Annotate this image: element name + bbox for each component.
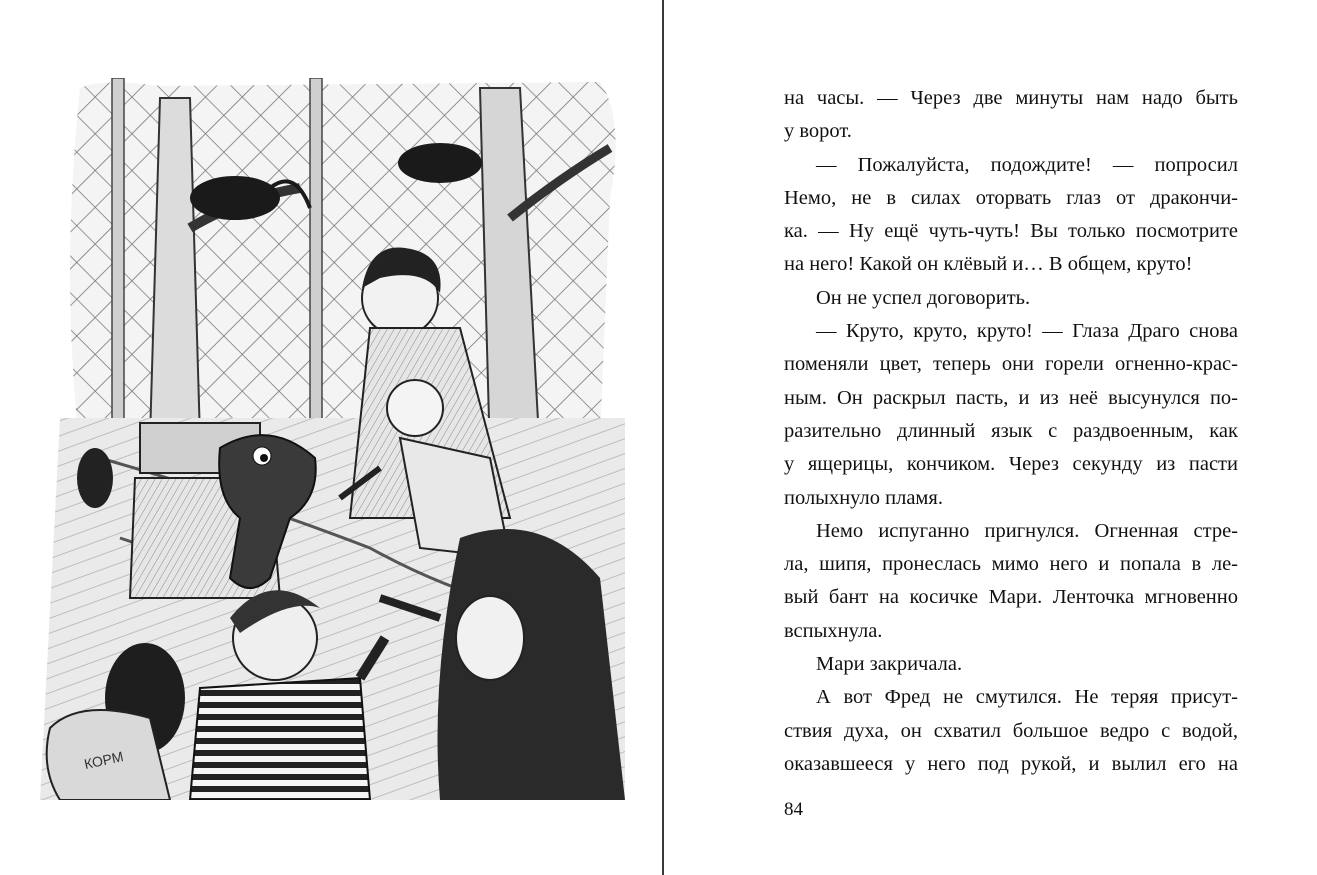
text-line: разительно длинный язык с раздвоенным, как (784, 419, 1238, 442)
text-line: ствия духа, он схватил большое ведро с водой, (784, 719, 1238, 742)
text-line: Немо испуганно пригнулся. Огненная стре- (816, 519, 1238, 542)
text-line: Немо, не в силах оторвать глаз от дракончи- (784, 186, 1238, 209)
illustration-drawing (40, 78, 625, 800)
paragraph-2 (784, 149, 1238, 282)
text-line: — Круто, круто, круто! — Глаза Драго снова (816, 320, 1238, 343)
text-line: вспыхнула. (784, 619, 883, 642)
text-line: Он не успел договорить. (816, 286, 1031, 309)
text-line: на него! Какой он клёвый и… В общем, круто! (784, 253, 1193, 276)
page-number: 84 (784, 799, 803, 820)
paragraph-6 (784, 648, 1238, 681)
text-line: А вот Фред не смутился. Не теряя присут- (816, 686, 1238, 709)
text-line: оказавшееся у него под рукой, и вылил его на (784, 752, 1238, 775)
text-line: — Пожалуйста, подождите! — попросил (816, 153, 1238, 176)
body-text (784, 82, 1238, 781)
paragraph-7 (784, 681, 1238, 781)
text-line: на часы. — Через две минуты нам надо быть (784, 87, 1238, 109)
illustration (40, 78, 625, 800)
text-line: ным. Он раскрыл пасть, и из неё высунулся по- (784, 386, 1238, 409)
paragraph-5 (784, 515, 1238, 648)
sack-label: КОРМ (82, 748, 125, 773)
text-line: у ящерицы, кончиком. Через секунду из пасти (784, 453, 1238, 476)
text-line: у ворот. (784, 120, 852, 143)
paragraph-1 (784, 82, 1238, 149)
paragraph-4 (784, 315, 1238, 515)
text-line: полыхнуло пламя. (784, 486, 943, 509)
paragraph-3 (784, 282, 1238, 315)
text-line: ка. — Ну ещё чуть-чуть! Вы только посмотрите (784, 220, 1238, 243)
text-line: поменяли цвет, теперь они горели огненно-крас- (784, 353, 1238, 376)
right-page (664, 0, 1317, 875)
text-line: вый бант на косичке Мари. Ленточка мгновенно (784, 586, 1238, 609)
text-line: ла, шипя, пронеслась мимо него и попала в ле- (784, 553, 1238, 576)
text-line: Мари закричала. (816, 653, 963, 676)
